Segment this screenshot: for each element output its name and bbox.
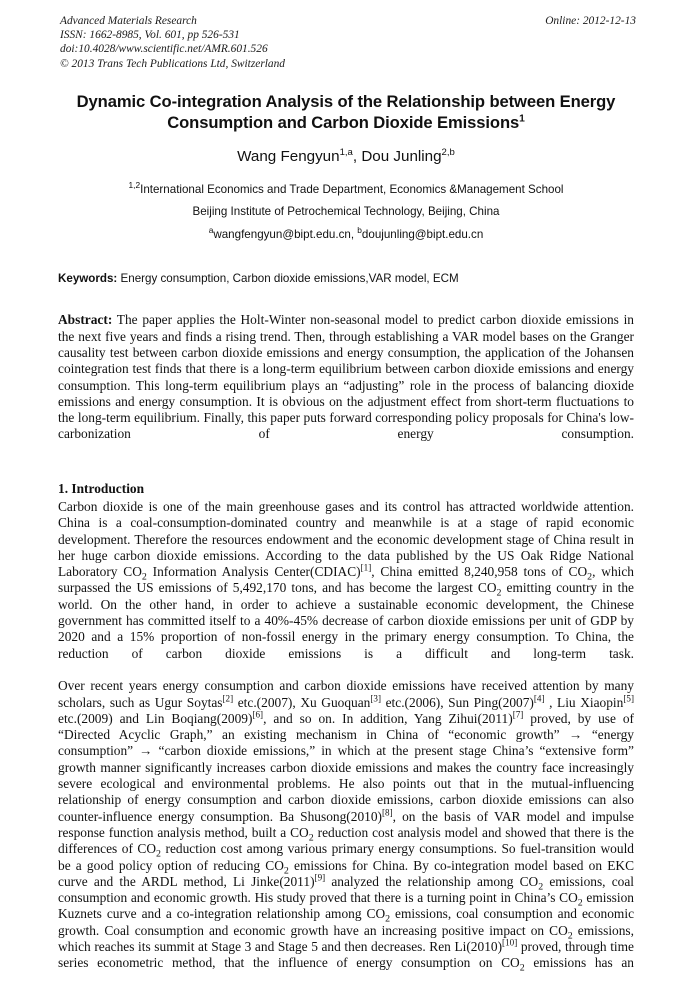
journal-header: [60, 14, 636, 71]
journal-name: Advanced Materials Research: [60, 15, 197, 27]
body-paragraph-2: Over recent years energy consumption and carbon dioxide emissions have received attention by many scholars, such as Ugur Soytas[2] etc.(2007), Xu Guoquan[3] etc.(2006), Sun Ping(2007)[4] , Liu Xiaopin[5] etc.(2009) and Lin Boqiang(2009)[6], and so on. In addition, Yang Zihui(2011)[7] proved, by use of “Directed Acyclic Graph,” an existing mechanism in China of “economic growth” → “energy consumption” → “carbon dioxide emissions,” in which at the present stage China’s “extensive form” growth manner significantly increases carbon dioxide emissions and makes the country face increasingly severe ecological and environmental problems. He also points out that in the mutual-influencing relationship of energy consumption and carbon dioxide emissions, carbon dioxide emissions can also counter-influence energy consumption. Ba Shusong(2010)[8], on the basis of VAR model and impulse response function analysis method, built a $CO_2$ reduction cost analysis model and showed that there is the differences of $CO_2$ reduction cost among various primary energy consumptions. So fuel-transition would be a good policy option of reducing $CO_2$ emissions for China. By co-integration model based on EKC curve and the ARDL method, Li Jinke(2011)[9] analyzed the relationship among $CO_2$ emissions, coal consumption and economic growth. His study proved that there is a turning point in China’s $CO_2$ emission Kuznets curve and a co-integration relationship among $CO_2$ emissions, coal consumption and economic growth. Coal consumption and economic growth have an increasing positive impact on $CO_2$ emissions, which reaches its summit at Stage 3 and Stage 5 and then decreases. Ren Li(2010)[10] proved, through time series econometric method, that the influence of energy consumption on $CO_2$ emissions has an: [58, 678, 635, 974]
author-marker-1: 1,a: [339, 146, 353, 158]
author-separator: ,: [352, 147, 362, 165]
journal-copyright-line: © 2013 Trans Tech Publications Ltd, Switzerland: [60, 57, 285, 70]
keywords-label: Keywords:: [58, 272, 118, 286]
author-list: [56, 147, 636, 167]
abstract-paragraph: [58, 312, 634, 459]
page-title: [70, 91, 622, 133]
paper-title-text: Dynamic Co-integration Analysis of the Relationship between Energy Consumption and Carbon Dioxide Emissions: [76, 91, 616, 132]
journal-doi-line: doi:10.4028/www.scientific.net/AMR.601.526: [60, 43, 268, 56]
keywords-value: Energy consumption, Carbon dioxide emissions,VAR model, ECM: [120, 272, 459, 286]
journal-issn-line: ISSN: 1662-8985, Vol. 601, pp 526-531: [60, 29, 240, 42]
email-marker-b: b: [357, 224, 362, 235]
title-block: [56, 91, 636, 247]
title-footnote-marker: 1: [519, 113, 525, 125]
affiliation-department: International Economics and Trade Department, Economics &Management School: [140, 182, 564, 196]
online-date: Online: 2012-12-13: [545, 15, 636, 27]
affiliation-marker: 1,2: [128, 179, 141, 190]
author-name-1: Wang Fengyun: [237, 147, 340, 165]
keywords-line: [58, 271, 636, 286]
abstract-label: Abstract:: [58, 312, 113, 328]
author-name-2: Dou Junling: [361, 147, 442, 165]
body-paragraph-1: Carbon dioxide is one of the main greenhouse gases and its control has attracted worldwide attention. China is a coal-consumption-dominated country and meanwhile is at a stage of rapid economic development. Therefore the resources endowment and the economic development stage of China result in her huge carbon dioxide emissions. According to the data published by the US Oak Ridge National Laboratory $CO_2$ Information Analysis Center(CDIAC)[1], China emitted 8,240,958 tons of $CO_2$, which surpassed the US emissions of 5,492,170 tons, and has become the largest $CO_2$ emitting country in the world. On the other hand, in order to achieve a sustainable economic development, the Chinese government has committed itself to a 40%-45% decrease of carbon dioxide emissions per unit of GDP by 2020 and a 15% proportion of non-fossil energy in the primary energy consumption. To China, the reduction of carbon dioxide emissions is a difficult and long-term task.: [58, 498, 634, 661]
affiliation-line-1: [56, 179, 636, 202]
affiliation-line-2: Beijing Institute of Petrochemical Technology, Beijing, China: [192, 205, 500, 219]
email-marker-a: a: [208, 224, 214, 235]
affiliation-email-line: [56, 224, 636, 247]
affiliation-block: [56, 179, 636, 247]
section-heading-introduction: 1. Introduction: [58, 480, 145, 496]
email-author-2[interactable]: doujunling@bipt.edu.cn: [361, 227, 484, 241]
abstract-text: The paper applies the Holt-Winter non-seasonal model to predict carbon dioxide emissions in the next five years and finds a rising trend. Then, through establishing a VAR model bases on the Granger causality test between carbon dioxide emissions and energy consumption, the application of the Johansen cointegration test finds that there is a long-term equilibrium between carbon dioxide emissions and energy consumption. This long-term equilibrium plays an “adjusting” role in the process of balancing dioxide emissions and energy consumption. It is obvious on the adjustment effect from short-term fluctuations to the long-term equilibrium. Finally, this paper puts forward corresponding policy proposals for China's low-carbonization of energy consumption.: [58, 312, 634, 442]
email-author-1[interactable]: wangfengyun@bipt.edu.cn,: [213, 227, 355, 241]
author-marker-2: 2,b: [441, 146, 455, 158]
